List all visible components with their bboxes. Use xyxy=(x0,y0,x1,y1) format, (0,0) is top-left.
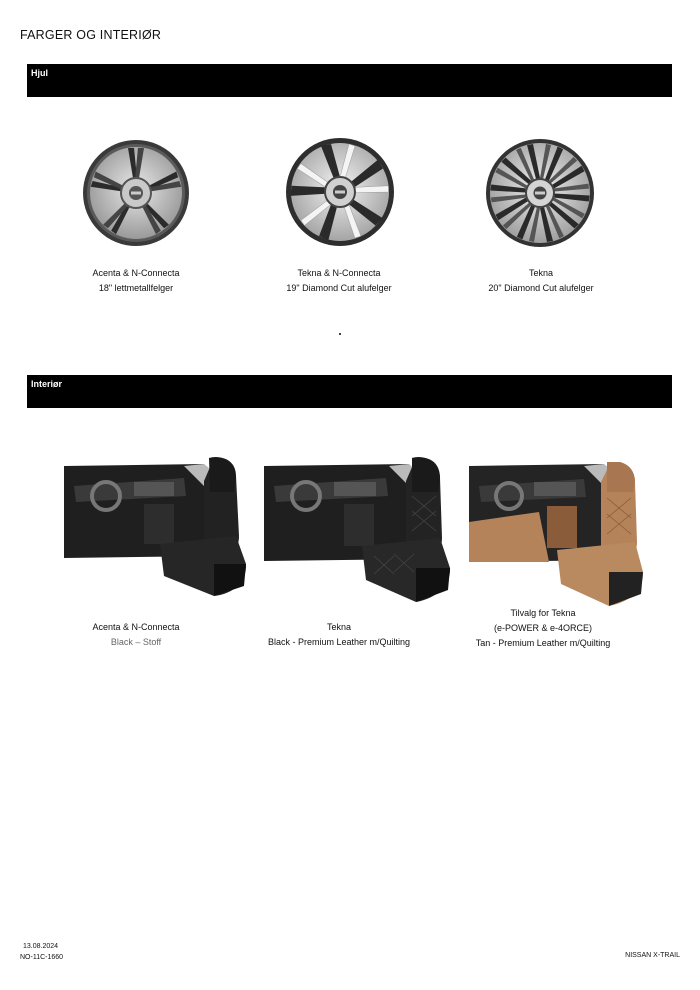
separator-dot xyxy=(339,333,341,335)
footer-left xyxy=(20,941,63,963)
section-header-wheels xyxy=(27,64,672,97)
wheel-spec-label: 19" Diamond Cut alufelger xyxy=(286,283,392,293)
wheel-trim-label: Tekna & N-Connecta xyxy=(297,268,381,278)
wheel-trim-label: Tekna xyxy=(528,268,554,278)
interior-spec-label: Black – Stoff xyxy=(110,637,162,647)
wheel-caption-18 xyxy=(26,266,246,296)
wheel-spec-label: 20" Diamond Cut alufelger xyxy=(488,283,594,293)
footer-model: NISSAN X-TRAIL xyxy=(625,952,680,959)
footer-code: NO-11C-1660 xyxy=(20,954,64,961)
interior-option-label: Tilvalg for Tekna xyxy=(510,608,576,618)
interior-spec-label: Tan - Premium Leather m/Quilting xyxy=(475,638,611,648)
wheel-spec-label: 18" lettmetallfelger xyxy=(98,283,174,293)
interior-trim-label: Acenta & N-Connecta xyxy=(92,622,180,632)
interior-caption-black-leather xyxy=(229,620,449,650)
wheel-trim-label: Acenta & N-Connecta xyxy=(92,268,180,278)
interior-caption-black-fabric xyxy=(26,620,246,650)
wheel-19-image xyxy=(285,137,395,247)
wheel-18-image xyxy=(81,138,191,248)
interior-tan-leather-image xyxy=(469,462,644,610)
interior-black-fabric-image xyxy=(64,456,249,601)
page-title: FARGER OG INTERIØR xyxy=(20,28,162,42)
section-header-interior xyxy=(27,375,672,408)
wheel-caption-19 xyxy=(229,266,449,296)
interior-caption-tan-leather xyxy=(433,606,653,651)
interior-spec-label: Black - Premium Leather m/Quilting xyxy=(267,637,411,647)
interior-black-leather-image xyxy=(264,456,454,606)
interior-note-label: (e-POWER & e-4ORCE) xyxy=(493,623,592,633)
wheel-20-image xyxy=(485,138,595,248)
section-title-interior: Interiør xyxy=(31,379,63,389)
wheel-caption-20 xyxy=(431,266,651,296)
section-title-wheels: Hjul xyxy=(31,68,48,78)
interior-trim-label: Tekna xyxy=(326,622,352,632)
footer-date: 13.08.2024 xyxy=(23,943,59,950)
